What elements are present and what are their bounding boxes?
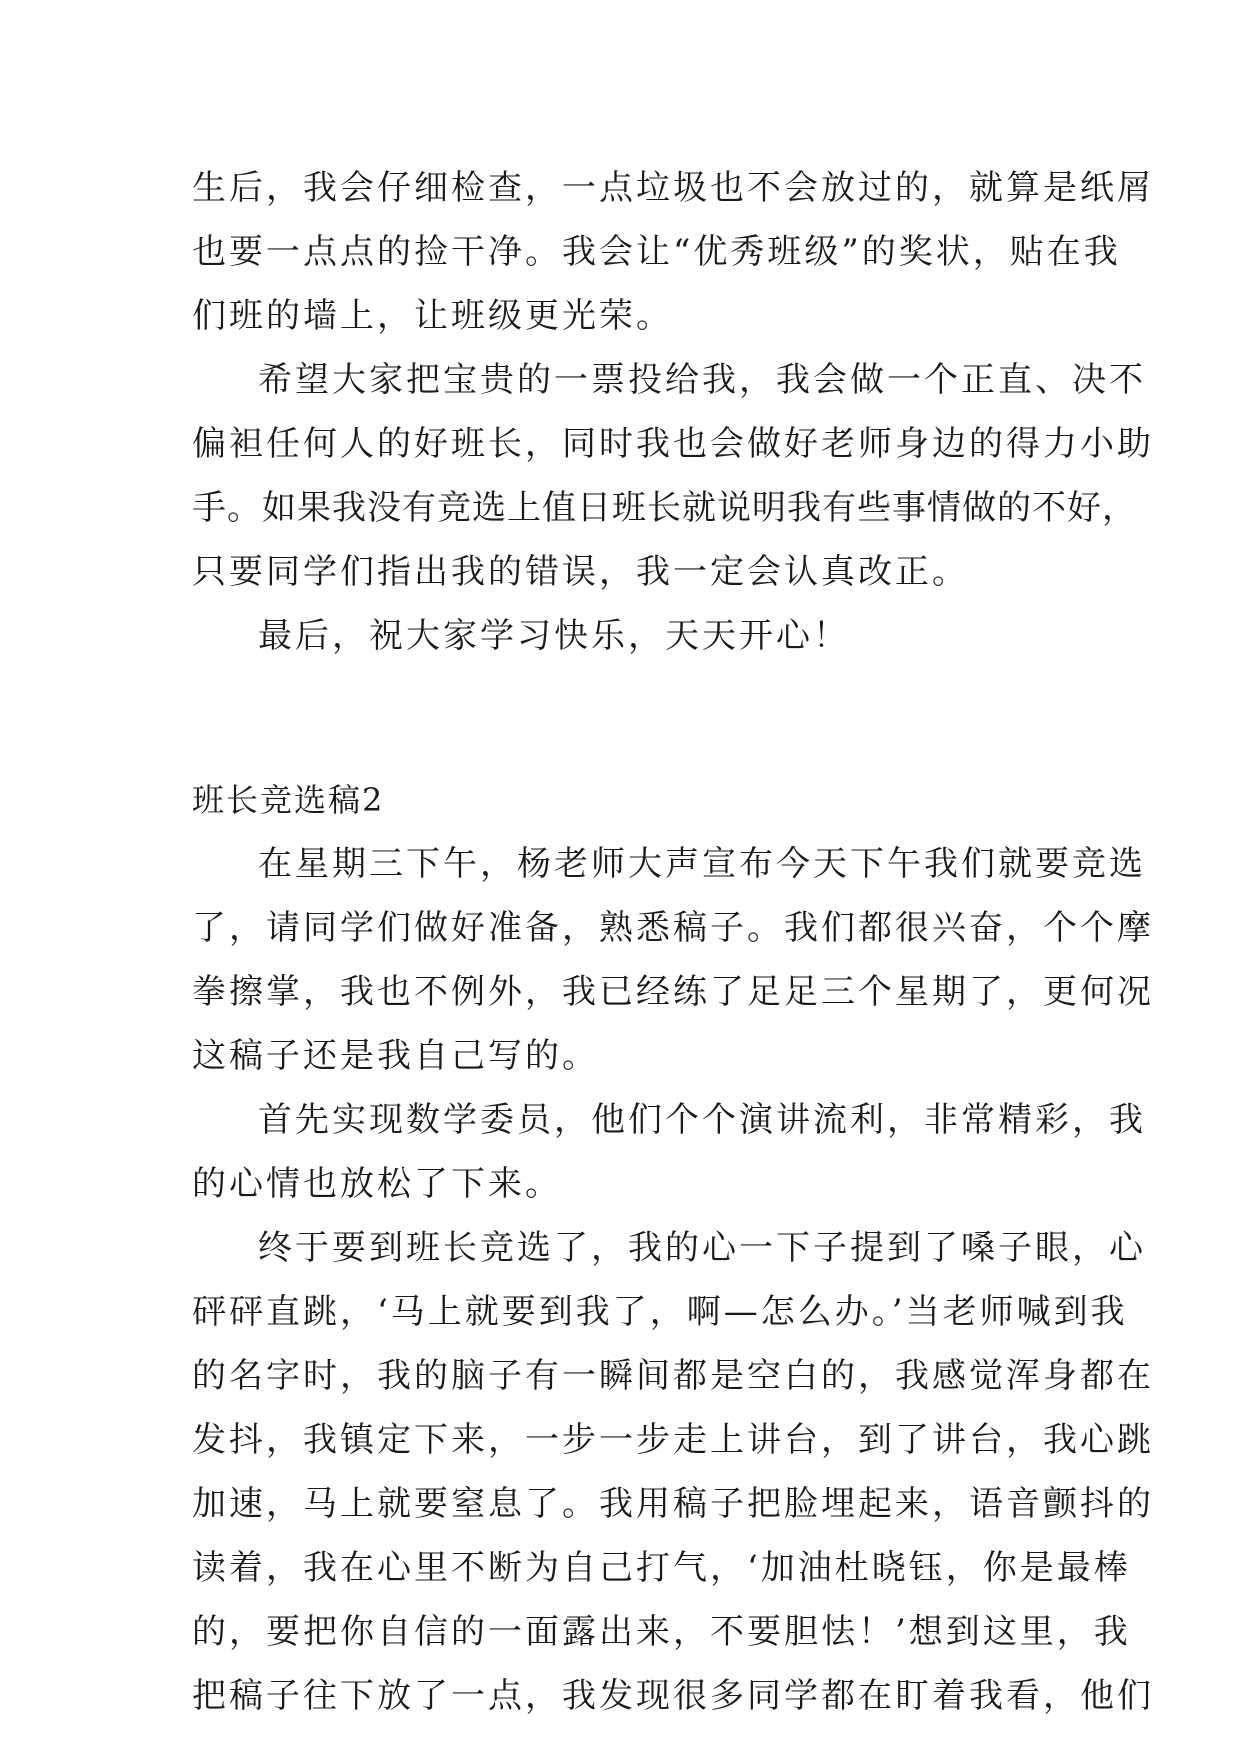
paragraph-line: 砰砰直跳，‘马上就要到我了，啊—怎么办。’当老师喊到我 <box>192 1292 1128 1332</box>
paragraph-line: 了，请同学们做好准备，熟悉稿子。我们都很兴奋，个个摩 <box>192 908 1154 948</box>
section-gap <box>192 668 1054 768</box>
paragraph-line: 也要一点点的捡干净。我会让“优秀班级”的奖状，贴在我 <box>192 232 1121 272</box>
paragraph-line: 首先实现数学委员，他们个个演讲流利，非常精彩，我 <box>258 1100 1146 1140</box>
paragraph-line: 加速，马上就要窒息了。我用稿子把脸埋起来，语音颤抖的 <box>192 1484 1154 1524</box>
paragraph-line: 在星期三下午，杨老师大声宣布今天下午我们就要竞选 <box>258 844 1146 884</box>
paragraph-line: 生后，我会仔细检查，一点垃圾也不会放过的，就算是纸屑 <box>192 168 1154 208</box>
paragraph-line: 这稿子还是我自己写的。 <box>192 1036 599 1076</box>
paragraph-line: 手。如果我没有竞选上值日班长就说明我有些事情做的不好， <box>192 488 1137 528</box>
paragraph-line: 把稿子往下放了一点，我发现很多同学都在盯着我看，他们 <box>192 1676 1154 1716</box>
document-body <box>192 156 1154 1728</box>
paragraph-line: 的，要把你自信的一面露出来，不要胆怯！’想到这里，我 <box>192 1612 1131 1652</box>
paragraph-line: 们班的墙上，让班级更光荣。 <box>192 296 673 336</box>
paragraph-line: 的心情也放松了下来。 <box>192 1164 562 1204</box>
paragraph-line: 偏袒任何人的好班长，同时我也会做好老师身边的得力小助 <box>192 424 1154 464</box>
paragraph-line: 最后，祝大家学习快乐，天天开心！ <box>258 616 850 656</box>
paragraph-line: 终于要到班长竞选了，我的心一下子提到了嗓子眼，心 <box>258 1228 1146 1268</box>
paragraph-line: 希望大家把宝贵的一票投给我，我会做一个正直、决不 <box>258 360 1146 400</box>
paragraph-line: 读着，我在心里不断为自己打气，‘加油杜晓钰，你是最棒 <box>192 1548 1131 1588</box>
paragraph-line: 拳擦掌，我也不例外，我已经练了足足三个星期了，更何况 <box>192 972 1154 1012</box>
section-heading: 班长竞选稿2 <box>192 781 385 819</box>
paragraph-line: 只要同学们指出我的错误，我一定会认真改正。 <box>192 552 969 592</box>
paragraph-line: 的名字时，我的脑子有一瞬间都是空白的，我感觉浑身都在 <box>192 1356 1154 1396</box>
paragraph-line: 发抖，我镇定下来，一步一步走上讲台，到了讲台，我心跳 <box>192 1420 1154 1460</box>
